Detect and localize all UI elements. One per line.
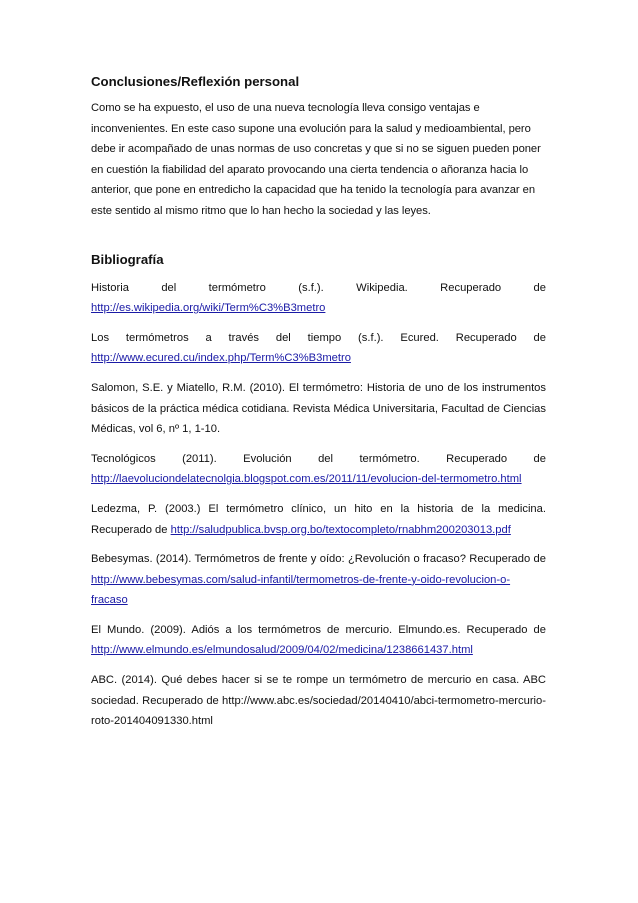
reference-item bbox=[91, 670, 546, 732]
conclusions-heading: Conclusiones/Reflexión personal bbox=[91, 74, 300, 89]
reference-item bbox=[91, 328, 546, 369]
reference-list bbox=[91, 278, 546, 732]
reference-text: Historia del termómetro (s.f.). Wikipedia. Recuperado de bbox=[91, 281, 546, 294]
reference-link[interactable]: http://www.ecured.cu/index.php/Term%C3%B3metro bbox=[91, 352, 351, 365]
conclusions-paragraph: Como se ha expuesto, el uso de una nueva tecnología lleva consigo ventajas e inconvenientes. En este caso supone una evolución para la salud y medioambiental, pero debe ir acompañado de unas normas de uso concretas y que si no se siguen pueden poner en cuestión la fiabilidad del aparato provocando una cierta tendencia o añoranza hacia lo anterior, que pone en entredicho la capacidad que ha tenido la tecnología para avanzar en este sentido al mismo ritmo que lo han hecho la sociedad y las leyes. bbox=[91, 102, 541, 217]
reference-item bbox=[91, 278, 546, 319]
bibliography-heading: Bibliografía bbox=[91, 251, 164, 267]
reference-link[interactable]: http://saludpublica.bvsp.org.bo/textocompleto/rnabhm200203013.pdf bbox=[170, 523, 511, 536]
reference-text: ABC. (2014). Qué debes hacer si se te rompe un termómetro de mercurio en casa. ABC sociedad. Recuperado de http://www.abc.es/sociedad/20140410/abci-termometro-mercurio-roto-201404091330.html bbox=[91, 674, 546, 728]
reference-item bbox=[91, 499, 546, 540]
reference-text: Salomon, S.E. y Miatello, R.M. (2010). El termómetro: Historia de uno de los instrumentos básicos de la práctica médica cotidiana. Revista Médica Universitaria, Facultad de Ciencias Médicas, vol 6, nº 1, 1-10. bbox=[91, 381, 546, 436]
document-page bbox=[91, 72, 546, 741]
reference-text: Ledezma, P. (2003.) El termómetro clínico, un hito en la historia de la medicina. Recuperado de bbox=[91, 502, 546, 536]
reference-text: Bebesymas. (2014). Termómetros de frente y oído: ¿Revolución o fracaso? Recuperado de bbox=[91, 553, 546, 566]
reference-item bbox=[91, 449, 546, 490]
reference-text: Los termómetros a través del tiempo (s.f.). Ecured. Recuperado de bbox=[91, 331, 546, 344]
reference-link[interactable]: http://es.wikipedia.org/wiki/Term%C3%B3metro bbox=[91, 302, 326, 315]
reference-link[interactable]: http://www.bebesymas.com/salud-infantil/termometros-de-frente-y-oido-revolucion-o-fracaso bbox=[91, 573, 511, 607]
reference-link[interactable]: http://www.elmundo.es/elmundosalud/2009/04/02/medicina/1238661437.html bbox=[91, 644, 473, 657]
reference-text: El Mundo. (2009). Adiós a los termómetros de mercurio. Elmundo.es. Recuperado de bbox=[91, 623, 546, 636]
reference-item bbox=[91, 378, 546, 440]
reference-item bbox=[91, 549, 546, 611]
reference-link[interactable]: http://laevoluciondelatecnolgia.blogspot.com.es/2011/11/evolucion-del-termometro.html bbox=[91, 473, 522, 486]
reference-item bbox=[91, 620, 546, 661]
reference-text: Tecnológicos (2011). Evolución del termómetro. Recuperado de bbox=[91, 452, 546, 465]
